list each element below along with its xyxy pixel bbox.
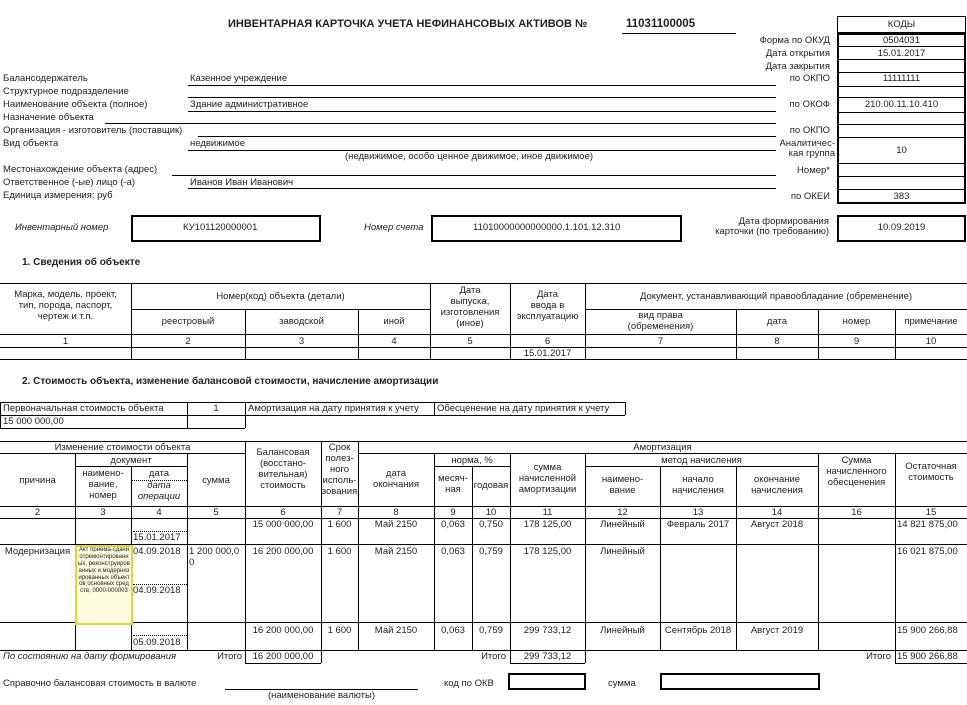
okei-value: 383 — [893, 191, 910, 202]
card-title: ИНВЕНТАРНАЯ КАРТОЧКА УЧЕТА НЕФИНАНСОВЫХ АКТИВОВ № — [228, 18, 588, 30]
change-reason: Модернизация — [4, 546, 71, 557]
initial-cost: 15 000 000,00 — [3, 416, 64, 427]
formation-date: 10.09.2019 — [877, 222, 926, 233]
card-number: 11031100005 — [626, 18, 696, 30]
commission-date: 15.01.2017 — [523, 348, 572, 359]
currency-sum-box — [660, 673, 820, 690]
object-name: Здание административное — [190, 99, 309, 110]
total-residual: 15 900 266,88 — [897, 652, 958, 662]
table-row: 15.01.2017 — [133, 532, 181, 543]
inventory-number: КУ101120000001 — [183, 222, 258, 233]
section1-title: 1. Сведения об объекте — [22, 257, 141, 268]
account-number: 11010000000000000.1.101.12.310 — [473, 222, 621, 233]
okpo-value: 11111111 — [882, 73, 921, 84]
document-name: Акт приема-сдачи отремонтированных, реконструированных и модернизированных объектов основных средств, 0000-000003 — [78, 547, 130, 595]
section2-title: 2. Стоимость объекта, изменение балансовой стоимости, начисление амортизации — [22, 376, 439, 387]
okud-value: 0504031 — [883, 35, 920, 46]
object-type: недвижимое — [190, 138, 245, 149]
okof-value: 210.00.11.10.410 — [864, 99, 939, 110]
balance-holder: Казенное учреждение — [190, 73, 288, 84]
okv-code-box — [508, 673, 586, 690]
open-date: 15.01.2017 — [877, 48, 926, 59]
total-amortization: 299 733,12 — [523, 651, 572, 662]
responsible-person: Иванов Иван Иванович — [190, 177, 294, 188]
total-balance: 16 200 000,00 — [252, 651, 314, 662]
analytic-group: 10 — [896, 145, 907, 156]
